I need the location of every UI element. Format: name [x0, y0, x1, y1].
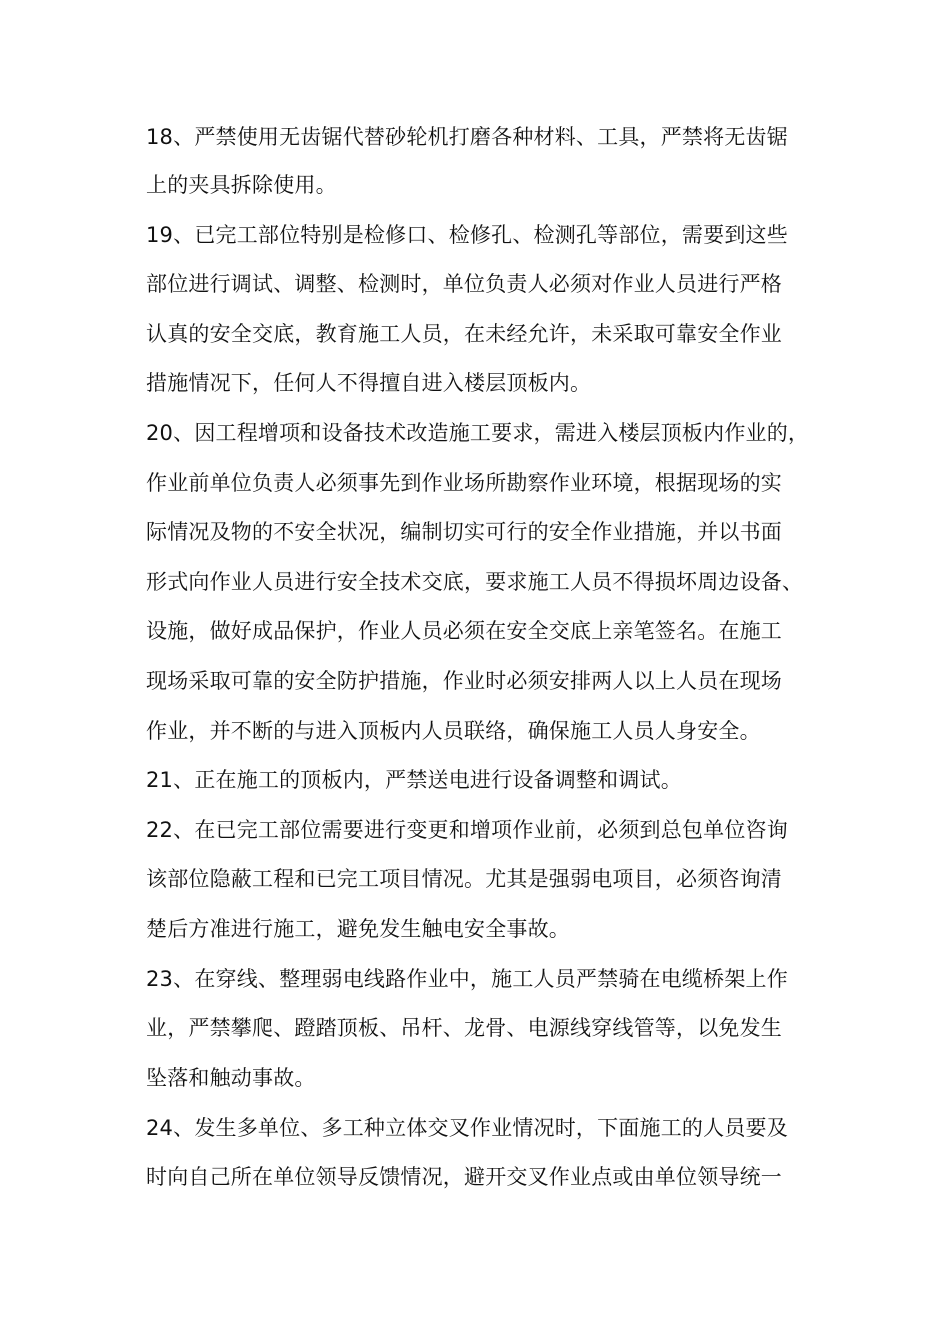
text-line: 上的夹具拆除使用。: [146, 173, 337, 197]
text-line: 楚后方准进行施工，避免发生触电安全事故。: [146, 917, 570, 941]
text-line: 际情况及物的不安全状况，编制切实可行的安全作业措施，并以书面: [146, 520, 782, 544]
text-line: 21、正在施工的顶板内，严禁送电进行设备调整和调试。: [146, 768, 682, 792]
text-line: 认真的安全交底，教育施工人员，在未经允许，未采取可靠安全作业: [146, 322, 782, 346]
text-line: 22、在已完工部位需要进行变更和增项作业前，必须到总包单位咨询: [146, 818, 788, 842]
text-line: 18、严禁使用无齿锯代替砂轮机打磨各种材料、工具，严禁将无齿锯: [146, 125, 788, 149]
text-line: 23、在穿线、整理弱电线路作业中，施工人员严禁骑在电缆桥架上作: [146, 967, 788, 991]
text-line: 作业前单位负责人必须事先到作业场所勘察作业环境，根据现场的实: [146, 471, 782, 495]
text-line: 坠落和触动事故。: [146, 1066, 316, 1090]
text-line: 该部位隐蔽工程和已完工项目情况。尤其是强弱电项目，必须咨询清: [146, 867, 782, 891]
text-line: 设施，做好成品保护，作业人员必须在安全交底上亲笔签名。在施工: [146, 619, 782, 643]
text-line: 作业，并不断的与进入顶板内人员联络，确保施工人员人身安全。: [146, 719, 761, 743]
text-line: 24、发生多单位、多工种立体交叉作业情况时，下面施工的人员要及: [146, 1116, 788, 1140]
text-line: 部位进行调试、调整、检测时，单位负责人必须对作业人员进行严格: [146, 272, 782, 296]
text-line: 措施情况下，任何人不得擅自进入楼层顶板内。: [146, 371, 592, 395]
text-line: 时向自己所在单位领导反馈情况，避开交叉作业点或由单位领导统一: [146, 1165, 782, 1189]
text-line: 业，严禁攀爬、蹬踏顶板、吊杆、龙骨、电源线穿线管等，以免发生: [146, 1016, 782, 1040]
text-line: 形式向作业人员进行安全技术交底，要求施工人员不得损坏周边设备、: [146, 570, 804, 594]
text-line: 20、因工程增项和设备技术改造施工要求，需进入楼层顶板内作业的，: [146, 421, 810, 445]
text-line: 现场采取可靠的安全防护措施，作业时必须安排两人以上人员在现场: [146, 669, 782, 693]
text-line: 19、已完工部位特别是检修口、检修孔、检测孔等部位，需要到这些: [146, 223, 788, 247]
